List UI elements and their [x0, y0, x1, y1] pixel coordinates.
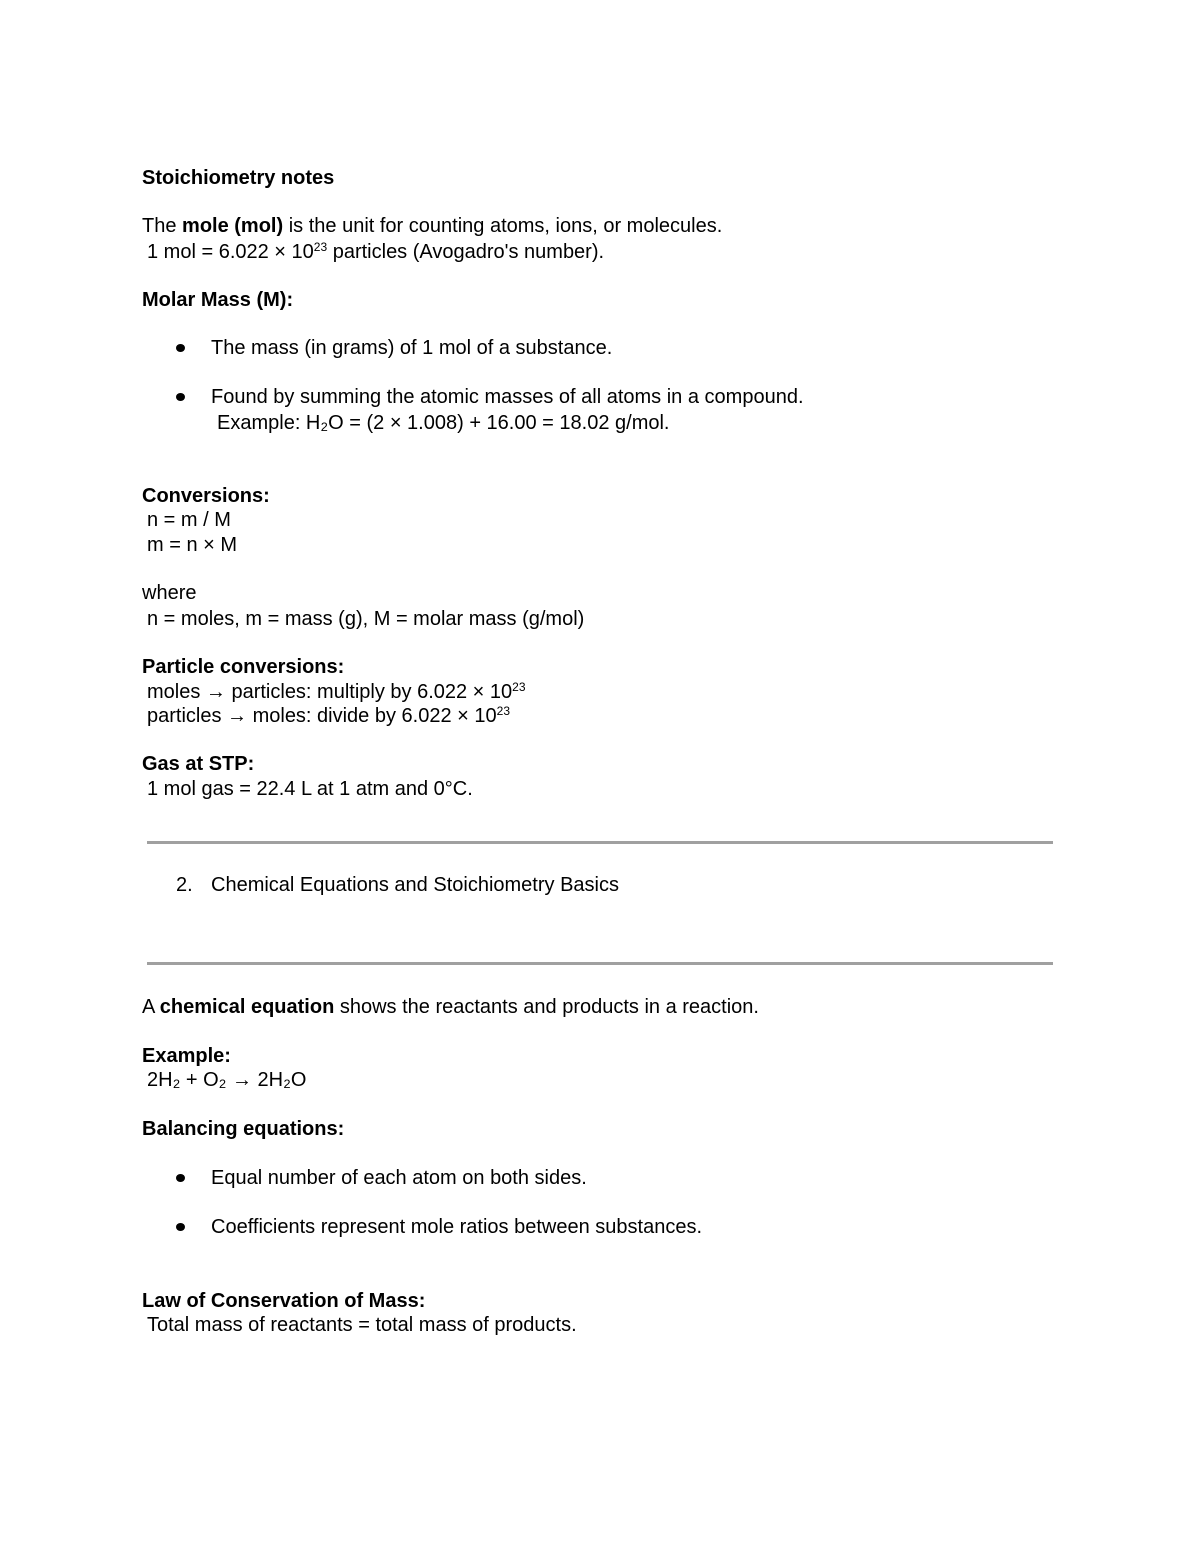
conservation-heading: Law of Conservation of Mass: [142, 1290, 426, 1312]
example-heading: Example: [142, 1045, 231, 1067]
molar-mass-heading: Molar Mass (M): [142, 289, 294, 311]
where-label: where [142, 582, 197, 604]
balancing-heading: Balancing equations: [142, 1118, 345, 1140]
list-item-text: Found by summing the atomic masses of all atoms in a compound. [211, 386, 804, 408]
conservation-line: Total mass of reactants = total mass of products. [147, 1314, 577, 1336]
horizontal-rule [147, 841, 1053, 844]
avogadro-pre: 1 mol = 6.022 × 10 [147, 241, 314, 263]
particles-to-moles [142, 704, 510, 728]
avogadro-line [142, 240, 604, 264]
list-item-text: Equal number of each atom on both sides. [211, 1167, 587, 1189]
exponent: 23 [512, 680, 526, 694]
mole-prefix: The [142, 215, 183, 237]
mole-suffix: is the unit for counting atoms, ions, or molecules. [283, 215, 723, 237]
gas-stp-heading: Gas at STP: [142, 753, 255, 775]
bullet-icon [176, 344, 185, 352]
chem-eq-term: chemical equation [159, 996, 335, 1018]
particles-to-moles-text: particles → moles: divide by 6.022 × 10 [147, 705, 497, 727]
avogadro-post: particles (Avogadro's number). [327, 241, 605, 263]
molar-mass-example: Example: H₂O = (2 × 1.008) + 16.00 = 18.02 g/mol. [217, 412, 670, 434]
avogadro-exponent: 23 [313, 240, 328, 254]
moles-to-particles-text: moles → particles: multiply by 6.022 × 10 [147, 681, 513, 703]
section-title: Chemical Equations and Stoichiometry Basics [211, 874, 619, 896]
bullet-icon [176, 393, 185, 401]
variable-definitions: n = moles, m = mass (g), M = molar mass (g/mol) [147, 608, 585, 630]
section-number: 2. [176, 874, 193, 896]
conversions-heading: Conversions: [142, 485, 270, 507]
horizontal-rule [147, 962, 1053, 965]
mole-term: mole (mol) [182, 215, 284, 237]
chem-eq-suffix: shows the reactants and products in a reaction. [334, 996, 759, 1018]
particle-conversions-heading: Particle conversions: [142, 656, 345, 678]
mole-definition [142, 214, 722, 238]
example-equation: 2H₂ + O₂ → 2H₂O [147, 1069, 307, 1091]
bullet-icon [176, 1223, 185, 1231]
chemical-equation-definition [142, 995, 759, 1019]
list-item-text: The mass (in grams) of 1 mol of a substance. [211, 337, 613, 359]
conversion-formula: m = n × M [147, 534, 238, 556]
chem-eq-prefix: A [142, 996, 160, 1018]
bullet-icon [176, 1174, 185, 1182]
exponent: 23 [496, 704, 510, 718]
moles-to-particles [142, 680, 526, 704]
gas-stp-line: 1 mol gas = 22.4 L at 1 atm and 0°C. [147, 778, 473, 800]
document-title: Stoichiometry notes [142, 167, 335, 189]
list-item-text: Coefficients represent mole ratios between substances. [211, 1216, 703, 1238]
conversion-formula: n = m / M [147, 509, 231, 531]
